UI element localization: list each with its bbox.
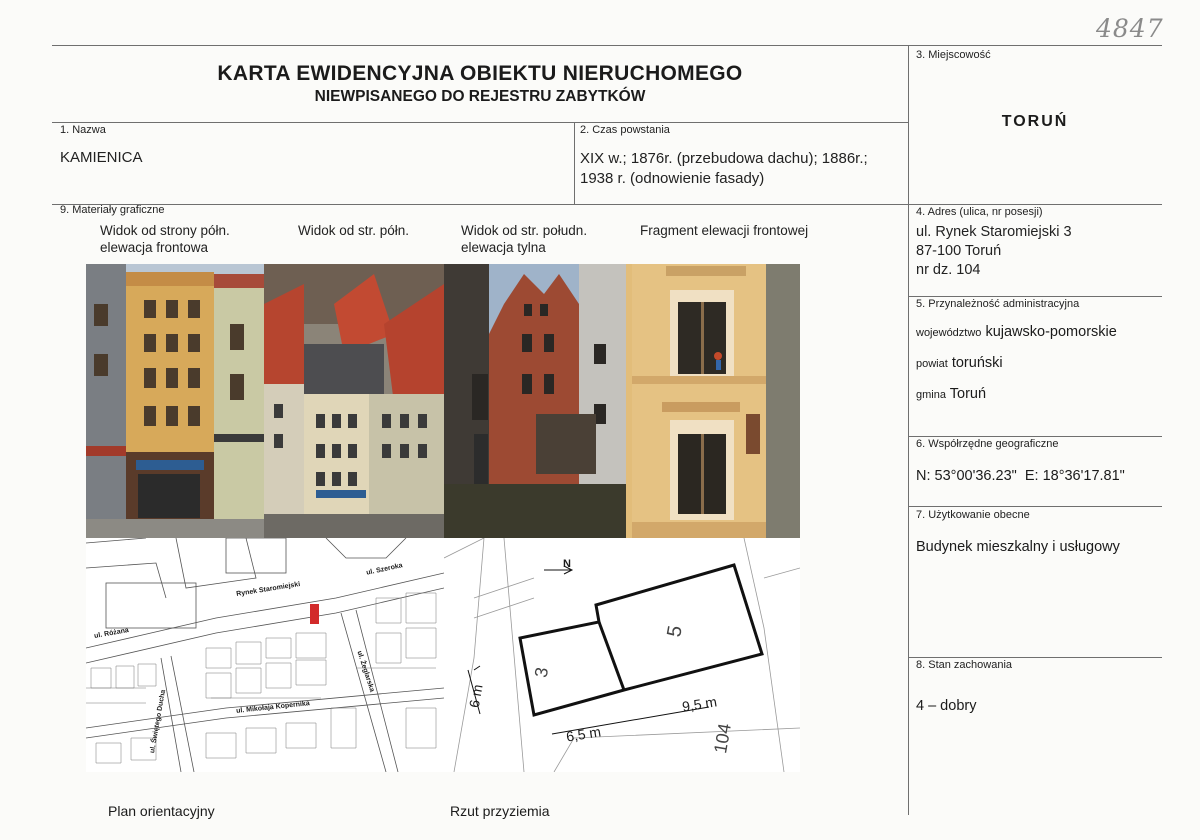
admin-label: 5. Przynależność administracyjna: [916, 298, 1080, 310]
address-line-3: nr dz. 104: [916, 262, 981, 278]
name-label: 1. Nazwa: [60, 124, 106, 136]
header-divider: [52, 122, 908, 123]
room-number-b: 5: [663, 624, 687, 639]
map-label-zeglarska: ul. Żeglarska: [355, 650, 376, 693]
map-label-szeroka: ul. Szeroka: [365, 562, 404, 577]
county-prefix: powiat: [916, 358, 948, 370]
room-number-a: 3: [530, 665, 553, 680]
address-label: 4. Adres (ulica, nr posesji): [916, 206, 1043, 218]
caption-photo-3: [461, 222, 587, 256]
coords-label: 6. Współrzędne geograficzne: [916, 438, 1059, 450]
caption-photo-3-line-1: Widok od str. połudn.: [461, 223, 588, 238]
coords-value: N: 53°00'36.23" E: 18°36'17.81": [916, 468, 1125, 484]
name-value: KAMIENICA: [60, 149, 143, 166]
dimension-depth: 6 m: [465, 683, 486, 709]
ground-floor-plan: [444, 538, 800, 772]
caption-photo-3-line-2: elewacja tylna: [461, 240, 546, 255]
photo-rooftop-view: [264, 264, 444, 538]
graphics-label: 9. Materiały graficzne: [60, 204, 165, 216]
admin-county: [916, 355, 1003, 371]
address-value: [916, 223, 1072, 280]
map-orientation-plan: [86, 538, 444, 772]
map-label-kopernika: ul. Mikołaja Kopernika: [235, 700, 311, 715]
map-label-rozana: ul. Różana: [93, 627, 130, 640]
condition-value: 4 – dobry: [916, 698, 977, 714]
row-divider: [52, 204, 1162, 205]
plot-number: 104: [710, 721, 735, 755]
caption-photo-1-line-1: Widok od strony półn.: [100, 223, 230, 238]
photo-facade-fragment: [626, 264, 800, 538]
date-line-1: XIX w.; 1876r. (przebudowa dachu); 1886r.;: [580, 150, 868, 167]
address-line-1: ul. Rynek Staromiejski 3: [916, 224, 1072, 240]
photo-front-elevation: [86, 264, 264, 538]
commune-prefix: gmina: [916, 389, 946, 401]
map-label-ducha: ul. Świętego Ducha: [149, 689, 168, 754]
dimension-rear: 9,5 m: [680, 693, 719, 715]
usage-divider: [908, 657, 1162, 658]
voivodeship-value: kujawsko-pomorskie: [985, 324, 1117, 340]
archive-number: 4847: [1096, 14, 1164, 43]
caption-photo-1-line-2: elewacja frontowa: [100, 240, 209, 255]
caption-plan: Plan orientacyjny: [108, 803, 215, 819]
caption-photo-4: Fragment elewacji frontowej: [640, 223, 809, 238]
commune-value: Toruń: [949, 386, 987, 402]
county-value: toruński: [951, 355, 1003, 371]
address-divider: [908, 296, 1162, 297]
admin-divider: [908, 436, 1162, 437]
top-border: [52, 45, 1162, 46]
card-subtitle: NIEWPISANEGO DO REJESTRU ZABYTKÓW: [314, 88, 646, 105]
locality-label: 3. Miejscowość: [916, 49, 991, 61]
map-label-rynek: Rynek Staromiejski: [235, 580, 301, 599]
caption-photo-2: Widok od str. półn.: [298, 223, 410, 238]
admin-commune: [916, 386, 986, 402]
locality-value: TORUŃ: [1001, 113, 1069, 130]
photo-rear-elevation: [444, 264, 626, 538]
date-label: 2. Czas powstania: [580, 124, 670, 136]
card-header: [52, 62, 908, 106]
name-date-divider: [574, 122, 575, 204]
highlighted-building: [310, 604, 319, 624]
admin-voivodeship: [916, 324, 1117, 340]
address-line-2: 87-100 Toruń: [916, 243, 1002, 259]
date-line-2: 1938 r. (odnowienie fasady): [580, 170, 765, 187]
voivodeship-prefix: województwo: [916, 327, 982, 339]
right-column-divider: [908, 45, 909, 815]
coords-divider: [908, 506, 1162, 507]
date-value: [580, 149, 868, 189]
condition-label: 8. Stan zachowania: [916, 659, 1013, 671]
caption-photo-1: [100, 222, 230, 256]
north-arrow-icon: N: [563, 558, 571, 570]
card-title: KARTA EWIDENCYJNA OBIEKTU NIERUCHOMEGO: [217, 62, 743, 85]
usage-label: 7. Użytkowanie obecne: [916, 509, 1030, 521]
caption-ground-floor: Rzut przyziemia: [450, 803, 550, 819]
usage-value: Budynek mieszkalny i usługowy: [916, 539, 1120, 555]
dimension-front: 6,5 m: [564, 723, 603, 745]
